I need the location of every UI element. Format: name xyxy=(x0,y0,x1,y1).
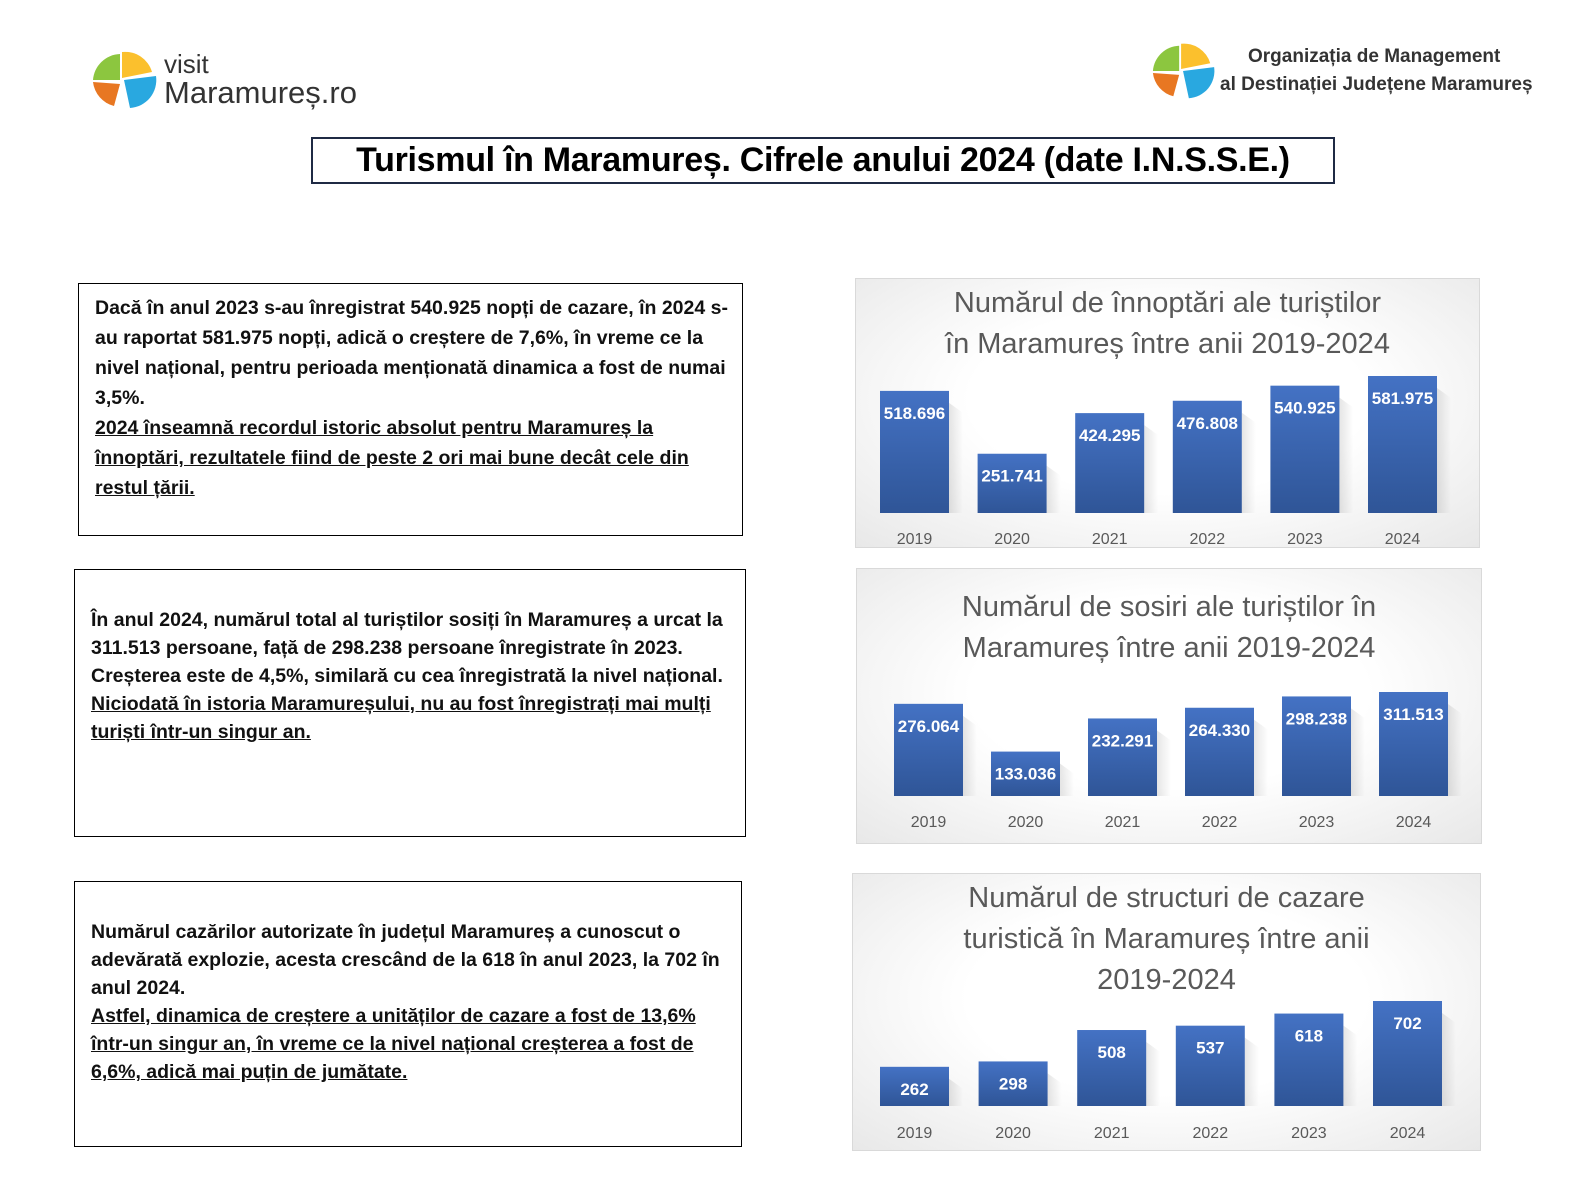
chart-plot-area xyxy=(856,279,1479,547)
chart-title-line: Maramureș între anii 2019-2024 xyxy=(962,632,1376,664)
chart-plot-area xyxy=(857,569,1481,843)
chart-title-line: 2019-2024 xyxy=(1097,964,1236,996)
bar-2021 xyxy=(1077,1030,1146,1106)
data-label-2023: 298.238 xyxy=(1285,709,1348,729)
bar-shadow xyxy=(1146,1042,1160,1106)
text-block-overnight-stays xyxy=(78,283,743,536)
text-block-arrivals xyxy=(74,569,746,837)
data-label-2022: 264.330 xyxy=(1188,720,1251,740)
data-label-2021: 424.295 xyxy=(1078,426,1141,446)
bar-shadow xyxy=(1442,1013,1456,1106)
bar-shadow xyxy=(1254,720,1268,796)
x-tick-label-2020: 2020 xyxy=(1007,814,1044,831)
bar-shadow xyxy=(1242,413,1256,513)
text-block-paragraph: Dacă în anul 2023 s-au înregistrat 540.925 nopți de cazare, în 2024 s-au raportat 581.975 nopți, adică o creștere de 7,6%, în vreme ce la nivel național, pentru perioada menționată dinamica a fost de numai 3,5%. xyxy=(95,297,728,409)
bar-shadow xyxy=(1448,704,1462,796)
chart-plot-area xyxy=(853,874,1480,1150)
text-block-accommodation xyxy=(74,881,742,1147)
x-tick-label-2021: 2021 xyxy=(1091,531,1128,547)
bar-shadow xyxy=(1157,730,1171,796)
bar-shadow xyxy=(1048,1073,1062,1106)
x-tick-label-2024: 2024 xyxy=(1389,1125,1426,1142)
data-label-2022: 537 xyxy=(1196,1038,1225,1058)
bar-shadow xyxy=(1339,398,1353,513)
bar-shadow xyxy=(1343,1026,1357,1106)
x-tick-label-2022: 2022 xyxy=(1192,1125,1229,1142)
x-tick-label-2019: 2019 xyxy=(896,1125,933,1142)
x-tick-label-2020: 2020 xyxy=(995,1125,1031,1142)
data-label-2020: 251.741 xyxy=(981,466,1043,486)
bar-shadow xyxy=(1144,425,1158,513)
chart-tourist-arrivals xyxy=(856,568,1482,844)
page-title: Turismul în Maramureș. Cifrele anului 2024 (date I.N.S.S.E.) xyxy=(311,137,1335,184)
bar-shadow xyxy=(949,403,963,513)
x-tick-label-2021: 2021 xyxy=(1093,1125,1130,1142)
data-label-2023: 540.925 xyxy=(1274,398,1336,418)
x-tick-label-2023: 2023 xyxy=(1291,1125,1327,1142)
chart-title-line: în Maramureș între anii 2019-2024 xyxy=(945,328,1390,360)
x-tick-label-2019: 2019 xyxy=(910,814,947,831)
bar-shadow xyxy=(1047,466,1061,513)
x-tick-label-2024: 2024 xyxy=(1384,531,1421,547)
data-label-2021: 508 xyxy=(1097,1043,1126,1063)
chart-title-line: turistică în Maramureș între anii xyxy=(963,923,1370,955)
x-tick-label-2023: 2023 xyxy=(1287,531,1323,547)
x-tick-label-2022: 2022 xyxy=(1201,814,1238,831)
bar-shadow xyxy=(1060,764,1074,796)
x-tick-label-2023: 2023 xyxy=(1298,814,1335,831)
organization-name-line2: al Destinației Județene Maramureș xyxy=(1220,74,1533,95)
data-label-2024: 311.513 xyxy=(1383,705,1444,724)
data-label-2019: 276.064 xyxy=(897,716,960,736)
bar-shadow xyxy=(1437,388,1451,513)
chart-title-line: Numărul de sosiri ale turiștilor în xyxy=(961,591,1377,623)
data-label-2023: 618 xyxy=(1294,1026,1324,1046)
text-block-highlight: Astfel, dinamica de creștere a unităților de cazare a fost de 13,6% într-un singur an, în vreme ce la nivel național creșterea a fost de 6,6%, adică mai puțin de jumătate. xyxy=(91,1005,696,1083)
chart-title-line: Numărul de înnoptări ale turiștilor xyxy=(953,287,1382,319)
data-label-2019: 262 xyxy=(900,1079,929,1099)
text-block-paragraph: Numărul cazărilor autorizate în județul Maramureș a cunoscut o adevărată explozie, acesta crescând de la 618 în anul 2023, la 702 în anul 2024. xyxy=(91,921,720,999)
logo-site-text: Maramureș.ro xyxy=(164,75,357,110)
text-block-paragraph: În anul 2024, numărul total al turiștilor sosiți în Maramureș a urcat la 311.513 persoane, față de 298.238 persoane înregistrate în 2023. Creșterea este de 4,5%, similară cu cea înregistrată la nivel național. xyxy=(91,609,723,687)
x-tick-label-2022: 2022 xyxy=(1189,531,1226,547)
x-tick-label-2021: 2021 xyxy=(1104,814,1141,831)
data-label-2020: 133.036 xyxy=(994,764,1057,784)
data-label-2020: 298 xyxy=(998,1074,1028,1094)
data-label-2019: 518.696 xyxy=(883,403,946,423)
visit-maramures-logo xyxy=(90,48,390,112)
chart-accommodation-structures xyxy=(852,873,1481,1151)
bar-2021 xyxy=(1088,718,1157,796)
organization-name-line1: Organizația de Management xyxy=(1248,46,1501,67)
data-label-2022: 476.808 xyxy=(1176,413,1239,433)
bar-shadow xyxy=(949,1079,963,1106)
organization-logo-icon xyxy=(1150,40,1218,102)
chart-title-line: Numărul de structuri de cazare xyxy=(968,882,1365,914)
chart-overnight-stays xyxy=(855,278,1480,548)
text-block-highlight: 2024 înseamnă recordul istoric absolut pentru Maramureș la înnoptări, rezultatele fiind de peste 2 ori mai bune decât cele din restul țării. xyxy=(95,417,689,499)
data-label-2021: 232.291 xyxy=(1091,731,1154,751)
logo-visit-text: visit xyxy=(164,49,209,79)
x-tick-label-2024: 2024 xyxy=(1395,814,1432,831)
bar-shadow xyxy=(1351,708,1365,796)
x-tick-label-2020: 2020 xyxy=(994,531,1030,547)
bar-shadow xyxy=(1245,1038,1259,1106)
data-label-2024: 702 xyxy=(1393,1014,1422,1033)
visit-maramures-logo-icon xyxy=(90,50,160,110)
bar-shadow xyxy=(963,716,977,796)
data-label-2024: 581.975 xyxy=(1371,389,1434,408)
text-block-highlight: Niciodată în istoria Maramureșului, nu au fost înregistrați mai mulți turiști într-un singur an. xyxy=(91,693,711,743)
organization-logo xyxy=(1150,40,1565,104)
x-tick-label-2019: 2019 xyxy=(896,531,933,547)
